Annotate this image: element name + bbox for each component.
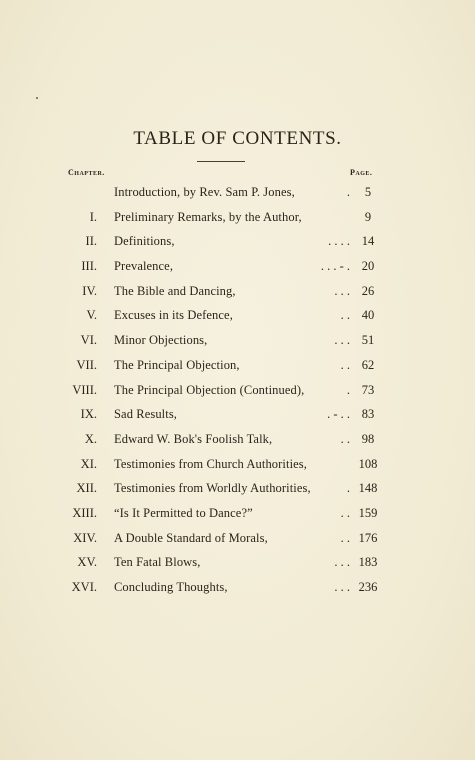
contents-entry	[0, 303, 475, 328]
contents-entry	[0, 402, 475, 427]
contents-entry	[0, 254, 475, 279]
chapter-number: I.	[89, 209, 97, 224]
leader-dots: . . . .	[328, 234, 350, 249]
chapter-number: XVI.	[71, 580, 97, 594]
chapter-title: Excuses in its Defence,	[114, 308, 233, 323]
leader-dots: . .	[340, 530, 350, 545]
leader-dots: . . .	[334, 555, 350, 570]
contents-entry	[0, 501, 475, 526]
chapter-title: Testimonies from Worldly Authorities,	[114, 481, 311, 496]
leader-dots: . - . .	[327, 407, 350, 422]
page-number: 183	[358, 555, 378, 570]
contents-entry	[0, 205, 475, 230]
chapter-number: V.	[86, 308, 97, 323]
page-number: 98	[361, 431, 375, 446]
chapter-number: XV.	[77, 555, 97, 570]
page-number: 40	[361, 308, 375, 323]
page-number: 236	[358, 580, 378, 594]
contents-entry	[0, 378, 475, 403]
chapter-title: Sad Results,	[114, 407, 178, 422]
chapter-number: XI.	[80, 456, 97, 471]
page-number: 5	[364, 185, 372, 199]
chapter-title: The Bible and Dancing,	[114, 283, 236, 298]
chapter-title: Edward W. Bok's Foolish Talk,	[114, 431, 273, 446]
page-number: 159	[358, 505, 378, 520]
contents-entry	[0, 550, 475, 575]
contents-entry	[0, 427, 475, 452]
chapter-title: Testimonies from Church Authorities,	[114, 456, 307, 471]
chapter-title: Introduction, by Rev. Sam P. Jones,	[114, 185, 295, 199]
chapter-title: Prevalence,	[114, 259, 174, 274]
chapter-title: The Principal Objection,	[114, 357, 240, 372]
leader-dots: . . .	[334, 283, 350, 298]
page-number: 51	[361, 333, 375, 348]
contents-list	[0, 180, 475, 600]
leader-dots: . .	[340, 308, 350, 323]
page-number: 26	[361, 283, 375, 298]
leader-dots: . . .	[334, 333, 350, 348]
contents-entry	[0, 575, 475, 600]
chapter-title: Concluding Thoughts,	[114, 580, 228, 594]
leader-dots: . . . - .	[320, 259, 350, 274]
contents-entry	[0, 229, 475, 254]
chapter-number: XIII.	[72, 505, 97, 520]
leader-dots: .	[346, 185, 350, 199]
contents-entry	[0, 526, 475, 551]
page-number: 62	[361, 357, 375, 372]
page-number: 148	[358, 481, 378, 496]
chapter-title: “Is It Permitted to Dance?”	[114, 505, 253, 520]
chapter-title: A Double Standard of Morals,	[114, 530, 268, 545]
chapter-title: Minor Objections,	[114, 333, 208, 348]
chapter-title: Ten Fatal Blows,	[114, 555, 201, 570]
chapter-number: VI.	[80, 333, 97, 348]
chapter-number: II.	[85, 234, 97, 249]
chapter-number: XIV.	[73, 530, 97, 545]
contents-entry	[0, 476, 475, 501]
page-number: 20	[361, 259, 375, 274]
page-number: 9	[364, 209, 372, 224]
page-number: 176	[358, 530, 378, 545]
paper-speck	[36, 97, 38, 99]
leader-dots: .	[346, 481, 350, 496]
contents-entry	[0, 328, 475, 353]
contents-entry	[0, 452, 475, 477]
chapter-number: X.	[84, 431, 97, 446]
leader-dots: .	[346, 382, 350, 397]
chapter-title: Preliminary Remarks, by the Author,	[114, 209, 302, 224]
leader-dots: . . .	[334, 580, 350, 594]
chapter-number: IV.	[82, 283, 97, 298]
chapter-number: XII.	[76, 481, 97, 496]
chapter-number: VIII.	[72, 382, 97, 397]
contents-entry	[0, 279, 475, 304]
chapter-title: Definitions,	[114, 234, 175, 249]
contents-entry	[0, 353, 475, 378]
chapter-number: III.	[81, 259, 97, 274]
leader-dots: . .	[340, 357, 350, 372]
page-title: TABLE OF CONTENTS.	[133, 128, 342, 149]
page-number: 14	[361, 234, 375, 249]
page-number: 83	[361, 407, 375, 422]
title-rule	[197, 161, 245, 162]
chapter-number: VII.	[76, 357, 97, 372]
chapter-column-header: Chapter.	[68, 168, 105, 177]
contents-entry	[0, 180, 475, 205]
page-number: 73	[361, 382, 375, 397]
chapter-title: The Principal Objection (Continued),	[114, 382, 305, 397]
page-number: 108	[358, 456, 378, 471]
chapter-number: IX.	[80, 407, 97, 422]
page-column-header: Page.	[350, 168, 373, 177]
leader-dots: . .	[340, 431, 350, 446]
leader-dots: . .	[340, 505, 350, 520]
